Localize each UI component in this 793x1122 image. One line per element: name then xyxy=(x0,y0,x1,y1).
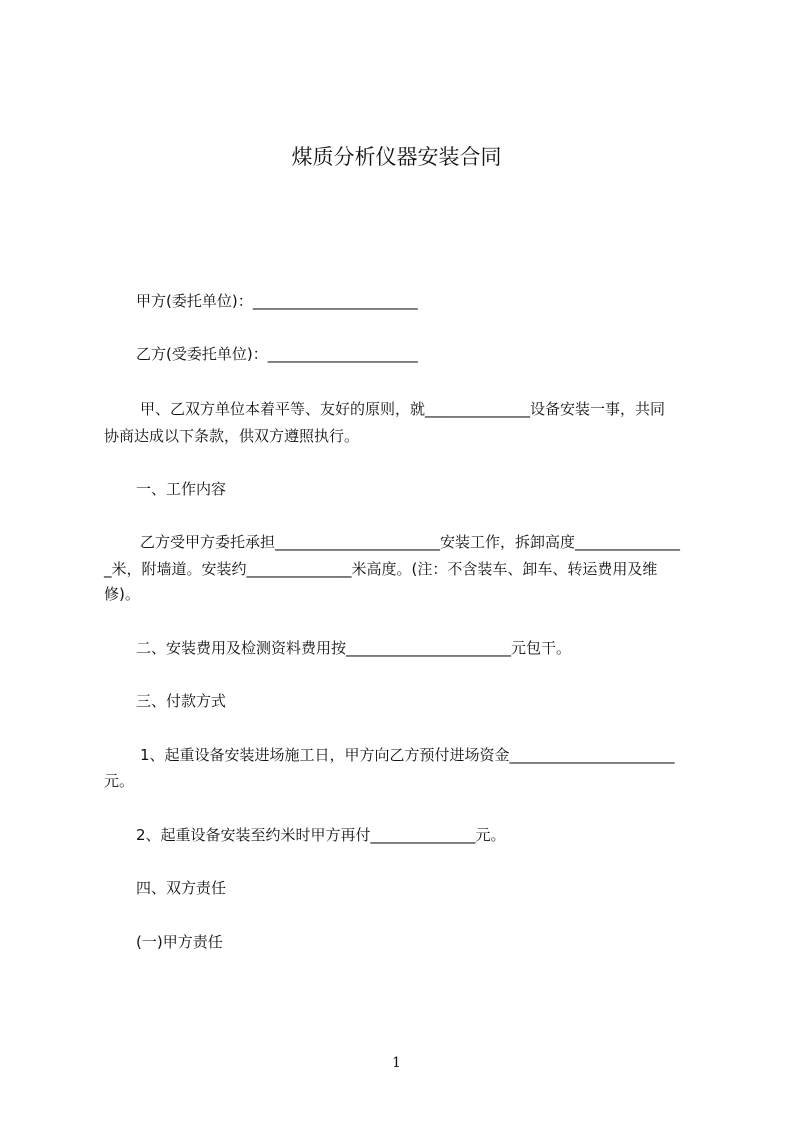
section-1-line-3: 修)。 xyxy=(104,585,140,603)
page-number: 1 xyxy=(392,1055,401,1071)
section-2-text: 二、安装费用及检测资料费用按______________________元包干。 xyxy=(136,639,572,657)
payment-1-line-1: 1、起重设备安装进场施工日，甲方向乙方预付进场资金______________________ xyxy=(140,746,675,764)
document-title: 煤质分析仪器安装合同 xyxy=(291,145,502,169)
section-1-line-1: 乙方受甲方委托承担______________________安装工作，拆卸高度______________ xyxy=(140,533,681,551)
party-a-line: 甲方(委托单位)：______________________ xyxy=(136,292,418,310)
section-3-heading: 三、付款方式 xyxy=(136,692,227,710)
intro-line-1: 甲、乙双方单位本着平等、友好的原则，就______________设备安装一事，共同 xyxy=(140,400,666,418)
subsection-1-heading: (一)甲方责任 xyxy=(136,933,223,951)
payment-2-text: 2、起重设备安装至约米时甲方再付______________元。 xyxy=(136,826,506,844)
section-1-line-2: _米，附墙道。安装约______________米高度。(注：不含装车、卸车、转运费用及维 xyxy=(104,560,658,578)
payment-1-line-2: 元。 xyxy=(104,772,135,790)
section-1-heading: 一、工作内容 xyxy=(136,480,227,498)
section-4-heading: 四、双方责任 xyxy=(136,879,227,897)
intro-line-2: 协商达成以下条款，供双方遵照执行。 xyxy=(104,427,360,445)
party-b-line: 乙方(受委托单位)：____________________ xyxy=(136,345,418,363)
